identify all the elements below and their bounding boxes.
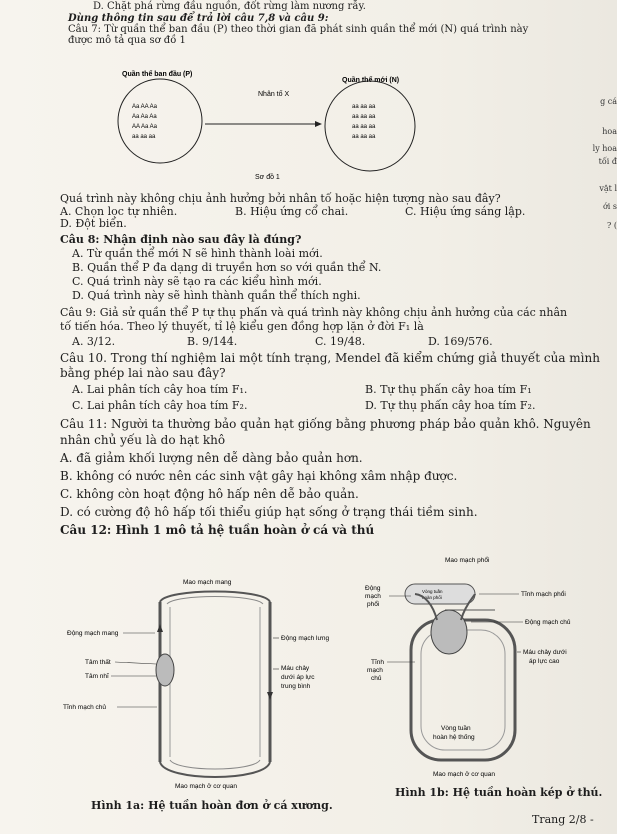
q11-option-a: A. đã giảm khối lượng nên dễ dàng bảo quản hơn. [60, 451, 363, 465]
arrow-label: Nhân tố X [258, 91, 290, 98]
q11-option-c: C. không còn hoạt động hô hấp nên dễ bảo quản. [60, 487, 359, 501]
fish-heart [156, 654, 174, 686]
fig1a-label-2: Tâm thất [85, 659, 111, 666]
q9-option-d: D. 169/576. [428, 335, 493, 348]
q7-option-a: A. Chọn lọc tự nhiên. [60, 205, 178, 218]
population-p [118, 79, 202, 163]
q10-option-b: B. Tự thụ phấn cây hoa tím F₁ [365, 383, 532, 396]
q7-stem: Quá trình này không chịu ảnh hưởng bởi nhân tố hoặc hiện tượng nào sau đây? [60, 192, 501, 205]
fig1a-bottom-label: Mao mạch ở cơ quan [175, 783, 237, 790]
fig1a-caption: Hình 1a: Hệ tuần hoàn đơn ở cá xương. [91, 799, 333, 812]
fig1b-caption: Hình 1b: Hệ tuần hoàn kép ở thú. [395, 786, 603, 799]
q8-stem: Câu 8: Nhận định nào sau đây là đúng? [60, 233, 302, 246]
q9-stem-2: tố tiến hóa. Theo lý thuyết, tỉ lệ kiểu gen đồng hợp lặn ở đời F₁ là [60, 320, 424, 333]
edge-text-6: ới s [602, 202, 617, 211]
fig1b-left-3: phổi [367, 601, 380, 608]
fig1b-left-2: mạch [365, 593, 381, 600]
fig1b-left-6: chủ [371, 675, 382, 682]
fig1b-loop-2: hoàn hệ thống [433, 734, 475, 741]
n-row-3: aa aa aa [352, 124, 376, 130]
q11-option-d: D. có cường độ hô hấp tối thiểu giúp hạt sống ở trạng thái tiềm sinh. [60, 505, 478, 519]
diagram-caption: Sơ đồ 1 [255, 174, 280, 181]
fig1b-right-2: Động mạch chủ [525, 619, 571, 626]
q8-option-a: A. Từ quần thể mới N sẽ hình thành loài mới. [72, 247, 323, 260]
n-row-2: aa aa aa [352, 114, 376, 120]
q9-option-a: A. 3/12. [72, 335, 116, 348]
figure-1a [55, 572, 345, 790]
fig1b-inner-1: Vòng tuần [422, 589, 443, 594]
fig1b-left-5: mạch [367, 667, 383, 674]
q7-intro: Câu 7: Từ quần thể ban đầu (P) theo thời gian đã phát sinh quần thể mới (N) quá trình này [68, 24, 529, 35]
instruction: Dùng thông tin sau để trả lời câu 7,8 và câu 9: [68, 13, 329, 24]
fig1b-right-1: Tĩnh mạch phổi [521, 591, 566, 598]
fig1a-right-3: dưới áp lực [281, 674, 315, 681]
fig1b-bottom-label: Mao mạch ở cơ quan [433, 771, 495, 778]
q7-option-b: B. Hiệu ứng cổ chai. [235, 205, 349, 218]
fig1a-label-3: Tâm nhĩ [85, 673, 109, 680]
q9-option-c: C. 19/48. [315, 335, 366, 348]
diagram-label-left: Quần thể ban đầu (P) [122, 71, 193, 78]
n-row-1: aa aa aa [352, 104, 376, 110]
fig1a-right-1: Động mạch lưng [281, 635, 330, 642]
q9-stem-1: Câu 9: Giả sử quần thể P tự thụ phấn và quá trình này không chịu ảnh hưởng của các nhân [60, 306, 568, 319]
q11-stem-2: nhân chủ yếu là do hạt khô [60, 433, 226, 447]
q7-option-d: D. Đột biến. [60, 217, 127, 230]
fig1b-left-4: Tĩnh [371, 659, 385, 666]
q10-option-d: D. Tự thụ phấn cây hoa tím F₂. [365, 399, 536, 412]
fig1b-loop-1: Vòng tuần [441, 725, 471, 732]
fig1a-right-2: Máu chảy [281, 665, 310, 672]
q12-stem: Câu 12: Hình 1 mô tả hệ tuần hoàn ở cá và thú [60, 523, 375, 537]
edge-text-3: ly hoa [592, 144, 617, 153]
diagram-label-right: Quần thể mới (N) [342, 77, 400, 84]
edge-text-2: hoa [602, 127, 617, 136]
p-row-1: Aa AA Aa [132, 104, 158, 110]
diagram-1 [110, 66, 440, 186]
q8-option-c: C. Quá trình này sẽ tạo ra các kiểu hình mới. [72, 275, 322, 288]
edge-text-5: vật l [599, 184, 617, 193]
q10-option-c: C. Lai phân tích cây hoa tím F₂. [72, 399, 248, 412]
fig1a-top-label: Mao mạch mang [183, 579, 232, 586]
q10-stem-2: bằng phép lai nào sau đây? [60, 366, 226, 380]
edge-text-7: ? ( [607, 221, 617, 230]
page-number: Trang 2/8 - [532, 813, 594, 826]
fig1b-top-label: Mao mạch phổi [445, 557, 490, 564]
q7-intro-2: được mô tả qua sơ đồ 1 [68, 35, 186, 46]
edge-text-4: tối đ [598, 157, 617, 166]
fig1a-right-4: trung bình [281, 683, 311, 690]
fig1a-label-1: Động mạch mang [67, 630, 119, 637]
figure-1b [345, 550, 607, 785]
q10-option-a: A. Lai phân tích cây hoa tím F₁. [72, 383, 248, 396]
q8-option-d: D. Quá trình này sẽ hình thành quần thể thích nghi. [72, 289, 361, 302]
fig1b-right-3: Máu chảy dưới [523, 649, 567, 656]
q9-option-b: B. 9/144. [187, 335, 238, 348]
fig1b-inner-2: hoàn phổi [422, 595, 442, 600]
p-row-4: aa aa aa [132, 134, 156, 140]
q8-option-b: B. Quần thể P đa dạng di truyền hơn so với quần thể N. [72, 261, 382, 274]
p-row-3: AA Aa Aa [132, 124, 158, 130]
edge-text-1: g cá [600, 97, 617, 106]
q10-stem-1: Câu 10. Trong thí nghiệm lai một tính trạng, Mendel đã kiểm chứng giả thuyết của mình [60, 351, 600, 365]
q7-option-c: C. Hiệu ứng sáng lập. [405, 205, 526, 218]
q11-option-b: B. không có nước nên các sinh vật gây hại không xâm nhập được. [60, 469, 458, 483]
q11-stem-1: Câu 11: Người ta thường bảo quản hạt giống bằng phương pháp bảo quản khô. Nguyên [60, 417, 591, 431]
option-d-prev: D. Chặt phá rừng đầu nguồn, đốt rừng làm nương rẫy. [93, 1, 366, 12]
n-row-4: aa aa aa [352, 134, 376, 140]
fig1b-left-1: Động [365, 585, 381, 592]
p-row-2: Aa Aa Aa [132, 114, 157, 120]
fig1b-right-4: áp lực cao [529, 658, 560, 665]
fig1a-label-4: Tĩnh mạch chủ [63, 704, 106, 711]
